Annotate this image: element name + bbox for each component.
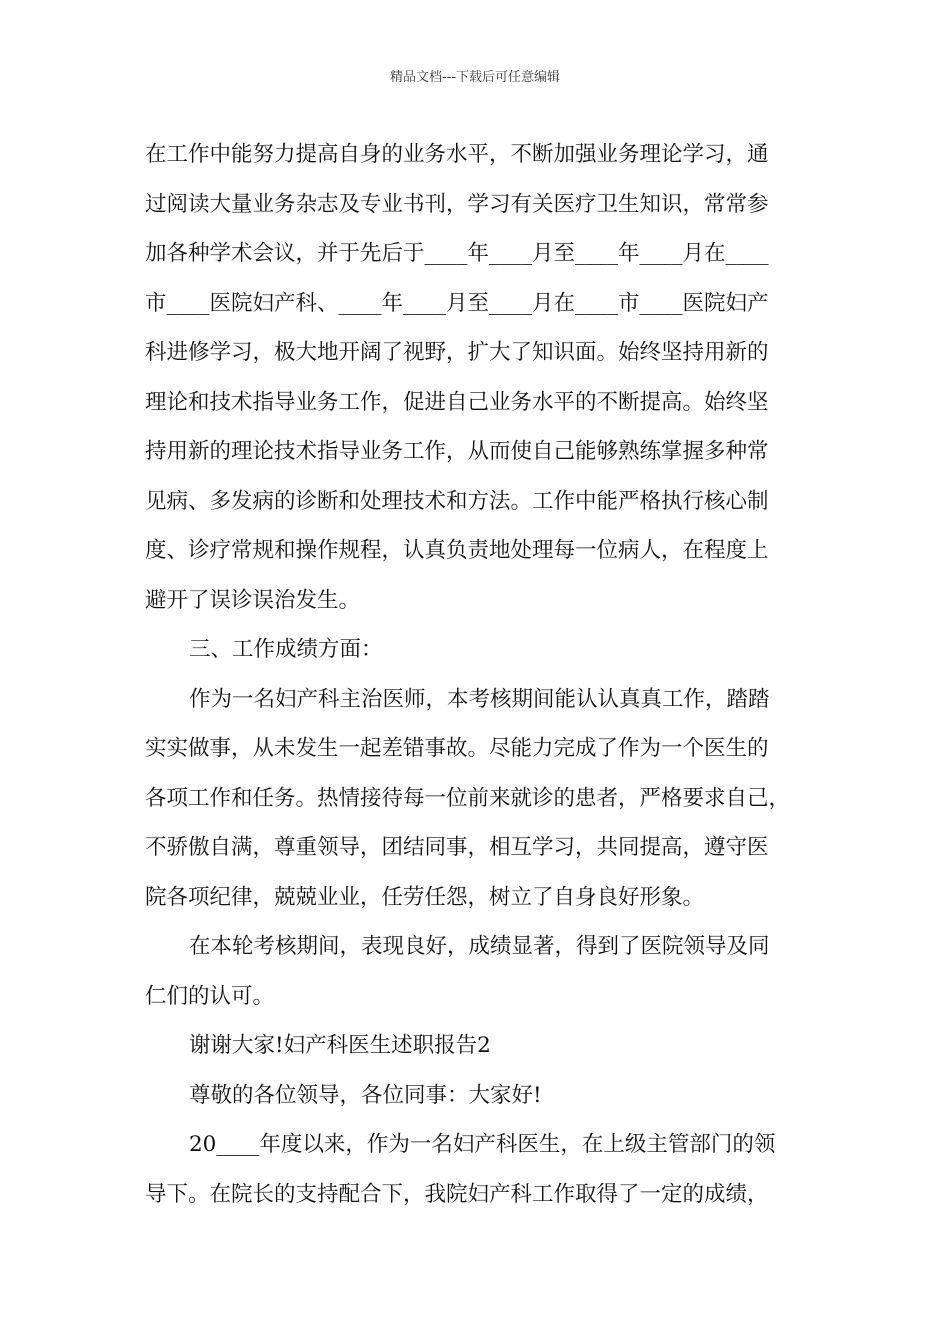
text-line: 20____年度以来，作为一名妇产科医生，在上级主管部门的领 — [189, 1132, 776, 1157]
page-header: 精品文档---下载后可任意编辑 — [389, 70, 561, 85]
text-line: 院各项纪律，兢兢业业，任劳任怨，树立了自身良好形象。 — [145, 884, 705, 910]
text-line: 度、诊疗常规和操作规程，认真负责地处理每一位病人，在程度上 — [145, 538, 769, 563]
text-line: 不骄傲自满，尊重领导，团结同事，相互学习，共同提高，遵守医 — [145, 835, 769, 860]
text-line: 在工作中能努力提高自身的业务水平，不断加强业务理论学习，通 — [145, 142, 769, 167]
text-line: 避开了误诊误治发生。 — [145, 587, 361, 613]
greeting-line: 尊敬的各位领导，各位同事：大家好! — [189, 1082, 542, 1108]
text-line: 作为一名妇产科主治医师，本考核期间能认认真真工作，踏踏 — [189, 686, 770, 712]
text-line: 市____医院妇产科、____年____月至____月在____市____医院妇产 — [145, 290, 769, 316]
text-line: 持用新的理论技术指导业务工作，从而使自己能够熟练掌握多种常 — [145, 439, 769, 464]
text-line: 科进修学习，极大地开阔了视野，扩大了知识面。始终坚持用新的 — [145, 340, 769, 365]
text-line: 见病、多发病的诊断和处理技术和方法。工作中能严格执行核心制 — [145, 488, 769, 514]
section-heading: 三、工作成绩方面： — [189, 637, 383, 662]
text-line: 加各种学术会议，并于先后于____年____月至____年____月在____ — [145, 241, 769, 266]
text-line: 过阅读大量业务杂志及专业书刊，学习有关医疗卫生知识，常常参 — [145, 191, 769, 217]
text-line: 仁们的认可。 — [145, 983, 275, 1009]
text-line: 实实做事，从未发生一起差错事故。尽能力完成了作为一个医生的 — [145, 736, 769, 761]
text-line: 导下。在院长的支持配合下，我院妇产科工作取得了一定的成绩， — [145, 1181, 769, 1207]
text-line: 各项工作和任务。热情接待每一位前来就诊的患者，严格要求自己， — [145, 785, 791, 811]
text-line: 理论和技术指导业务工作，促进自己业务水平的不断提高。始终坚 — [145, 389, 769, 415]
report-title-line: 谢谢大家!妇产科医生述职报告2 — [189, 1033, 491, 1058]
text-line: 在本轮考核期间，表现良好，成绩显著，得到了医院领导及同 — [189, 934, 770, 959]
document-body — [145, 130, 813, 1219]
